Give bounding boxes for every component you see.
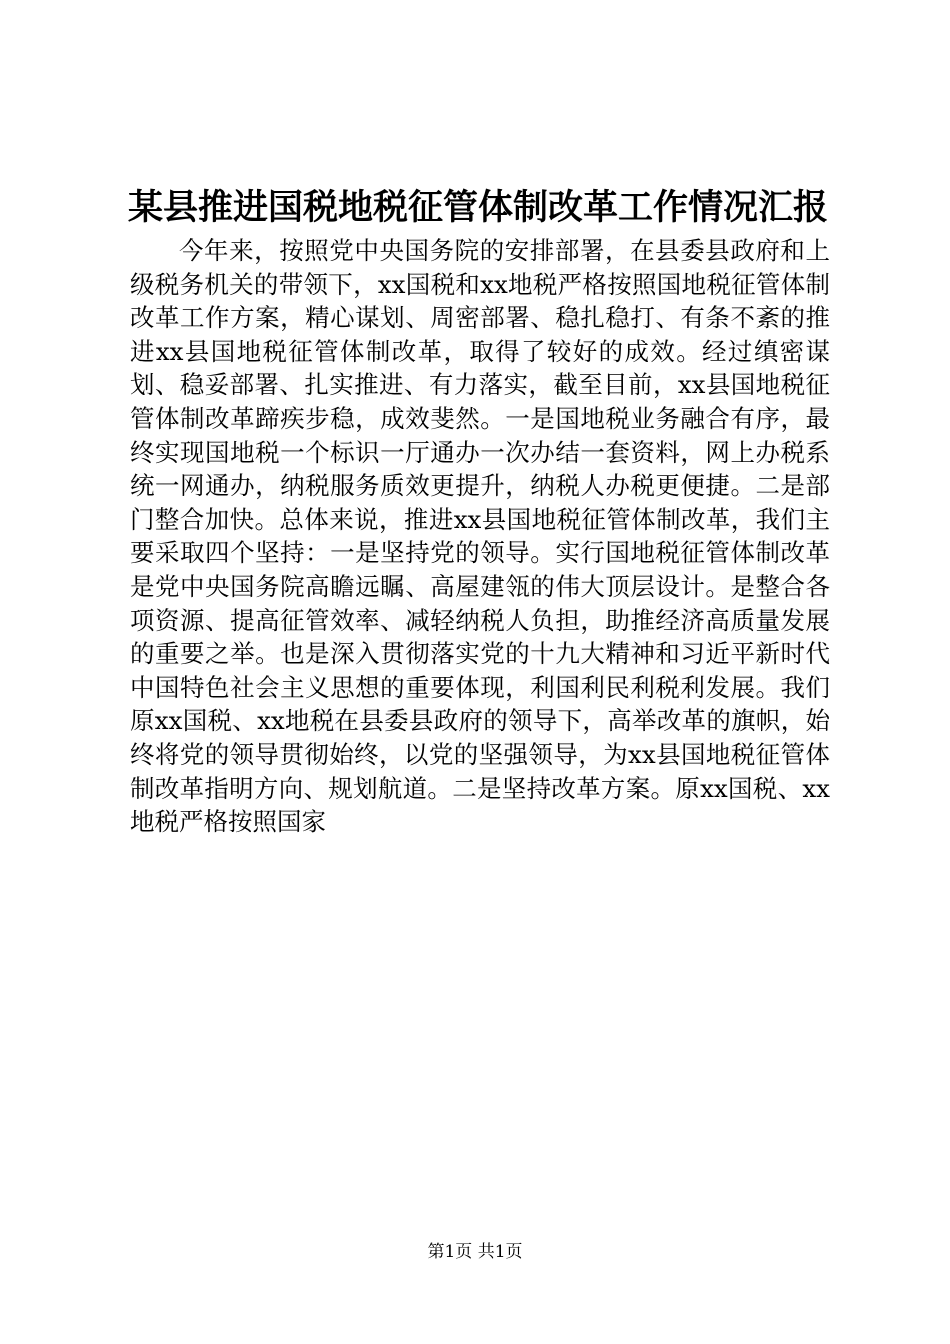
body-paragraph: 今年来，按照党中央国务院的安排部署，在县委县政府和上级税务机关的带领下，xx国税和xx地税严格按照国地税征管体制改革工作方案，精心谋划、周密部署、稳扎稳打、有条不紊的推进xx县国地税征管体制改革，取得了较好的成效。经过缜密谋划、稳妥部署、扎实推进、有力落实，截至目前，xx县国地税征管体制改革蹄疾步稳，成效斐然。一是国地税业务融合有序，最终实现国地税一个标识一厅通办一次办结一套资料，网上办税系统一网通办，纳税服务质效更提升，纳税人办税更便捷。二是部门整合加快。总体来说，推进xx县国地税征管体制改革，我们主要采取四个坚持：一是坚持党的领导。实行国地税征管体制改革是党中央国务院高瞻远瞩、高屋建瓴的伟大顶层设计。是整合各项资源、提高征管效率、减轻纳税人负担，助推经济高质量发展的重要之举。也是深入贯彻落实党的十九大精神和习近平新时代中国特色社会主义思想的重要体现，利国利民利税利发展。我们原xx国税、xx地税在县委县政府的领导下，高举改革的旗帜，始终将党的领导贯彻始终，以党的坚强领导，为xx县国地税征管体制改革指明方向、规划航道。二是坚持改革方案。原xx国税、xx地税严格按照国家 bbox=[130, 236, 830, 837]
document-title: 某县推进国税地税征管体制改革工作情况汇报 bbox=[128, 187, 829, 228]
page-footer: 第1页 共1页 bbox=[427, 1242, 523, 1262]
